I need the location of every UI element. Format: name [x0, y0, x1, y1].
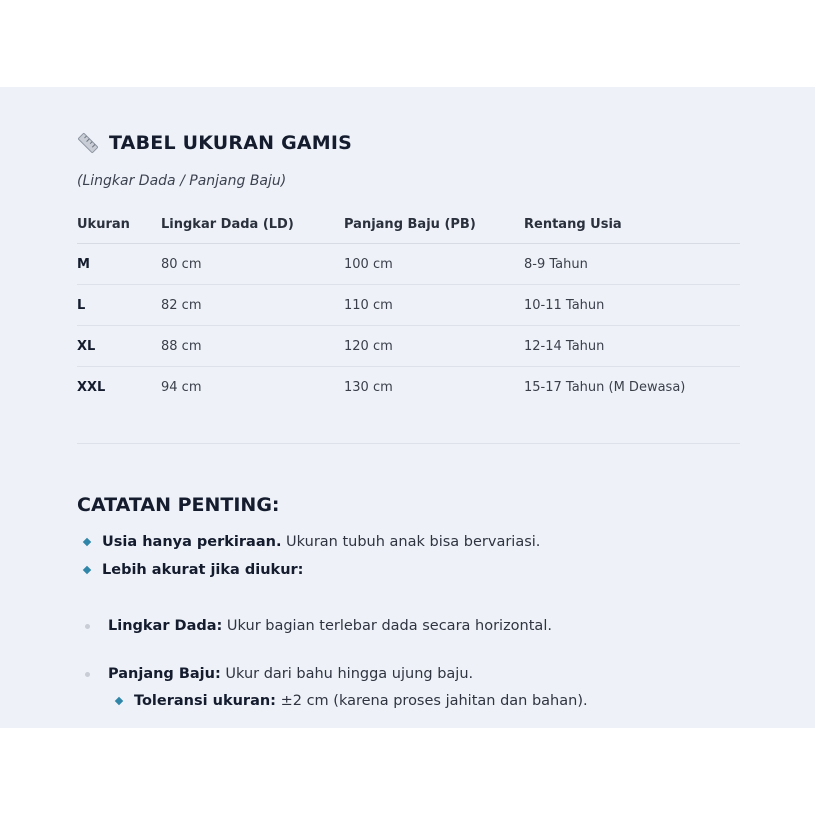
- list-item: [116, 693, 588, 709]
- cell-age: 15-17 Tahun (M Dewasa): [524, 379, 686, 395]
- cell-chest: 80 cm: [161, 244, 344, 285]
- cell-size: M: [77, 244, 161, 285]
- cell-length: 120 cm: [344, 326, 524, 367]
- table-row: [77, 326, 740, 367]
- note-bold-text: Usia hanya perkiraan.: [102, 534, 282, 550]
- cell-length: 110 cm: [344, 285, 524, 326]
- section-divider: [77, 443, 740, 444]
- diamond-bullet-icon: [83, 538, 91, 546]
- note-bold-text: Lingkar Dada:: [108, 618, 223, 634]
- ruler-icon: [77, 132, 99, 154]
- page-title: [77, 132, 352, 154]
- note-text: Ukur bagian terlebar dada secara horizontal.: [222, 618, 552, 634]
- page-subtitle: (Lingkar Dada / Panjang Baju): [77, 173, 287, 189]
- table-row: [77, 244, 740, 285]
- cell-size: XL: [77, 326, 161, 367]
- list-item: [84, 562, 303, 578]
- cell-age: 8-9 Tahun: [524, 244, 740, 285]
- cell-size: XXL: [77, 379, 106, 395]
- table-row: [77, 367, 740, 408]
- cell-length: 130 cm: [344, 379, 393, 395]
- table-row: [77, 285, 740, 326]
- cell-age: 12-14 Tahun: [524, 326, 740, 367]
- table-header-row: [77, 205, 740, 244]
- column-header-age: Rentang Usia: [524, 205, 740, 244]
- cell-chest: 82 cm: [161, 285, 344, 326]
- dot-bullet-icon: [85, 672, 90, 677]
- list-item: [85, 618, 552, 634]
- note-bold-text: Panjang Baju:: [108, 666, 221, 682]
- diamond-bullet-icon: [115, 697, 123, 705]
- dot-bullet-icon: [85, 624, 90, 629]
- column-header-length: Panjang Baju (PB): [344, 205, 524, 244]
- size-table: [77, 205, 740, 407]
- note-text: Ukur dari bahu hingga ujung baju.: [220, 666, 474, 682]
- cell-size: L: [77, 285, 161, 326]
- note-text: ±2 cm (karena proses jahitan dan bahan).: [275, 693, 588, 709]
- column-header-size: Ukuran: [77, 205, 161, 244]
- cell-length: 100 cm: [344, 244, 524, 285]
- note-text: Ukuran tubuh anak bisa bervariasi.: [281, 534, 541, 550]
- column-header-chest: Lingkar Dada (LD): [161, 205, 344, 244]
- notes-title: CATATAN PENTING:: [77, 494, 280, 516]
- cell-chest: 88 cm: [161, 326, 344, 367]
- list-item: [85, 666, 473, 682]
- cell-age: 10-11 Tahun: [524, 285, 740, 326]
- diamond-bullet-icon: [83, 566, 91, 574]
- page-title-text: TABEL UKURAN GAMIS: [109, 132, 353, 154]
- list-item: [84, 534, 540, 550]
- cell-chest: 94 cm: [161, 379, 202, 395]
- note-bold-text: Lebih akurat jika diukur:: [102, 562, 304, 578]
- note-bold-text: Toleransi ukuran:: [134, 693, 276, 709]
